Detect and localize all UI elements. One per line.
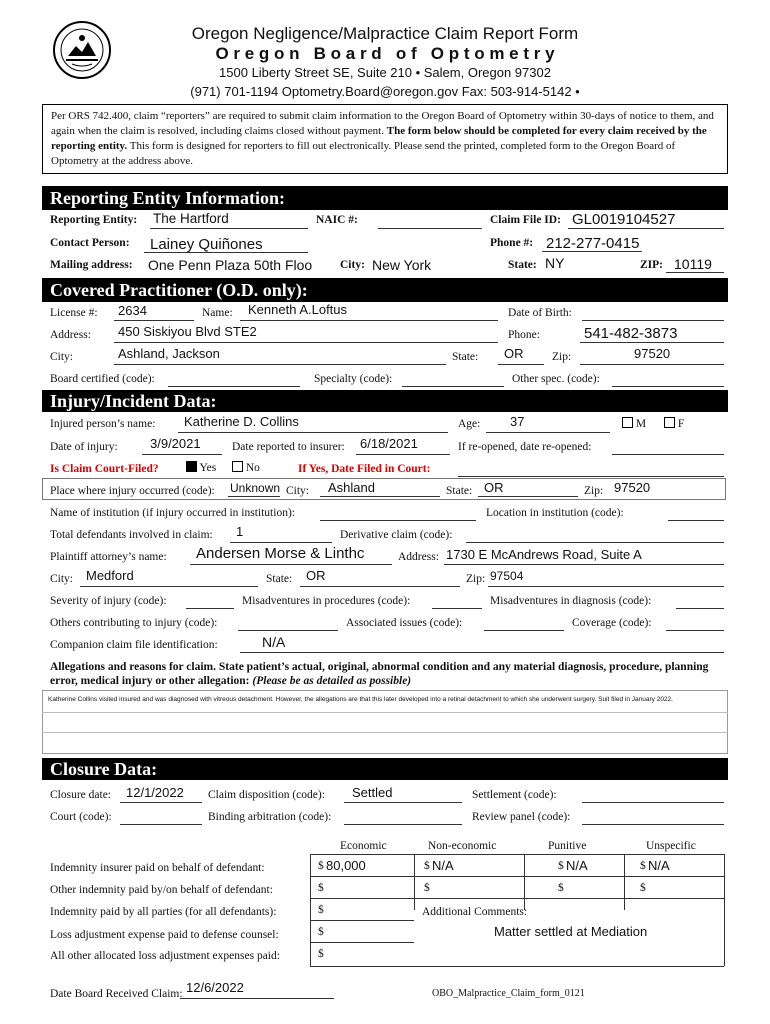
age-field[interactable]: 37 <box>510 414 525 429</box>
row2-unspec-dollar[interactable]: $ <box>640 882 646 894</box>
phone-field[interactable]: 212-277-0415 <box>546 235 640 252</box>
reporting-entity-field[interactable]: The Hartford <box>153 211 229 226</box>
instructions-bold: The form below should be completed for every claim received by the reporting entity. <box>51 125 707 152</box>
row4-econ-dollar[interactable]: $ <box>318 926 324 938</box>
row1-economic[interactable]: 80,000 <box>326 858 366 873</box>
closure-heading: Closure Data: <box>42 758 728 780</box>
reporting-entity-heading: Reporting Entity Information: <box>42 186 728 210</box>
instructions-text-2: This form is designed for reporters to fill out electronically. Please send the printed, completed form to the Oregon Board of Optometry at the address above. <box>51 140 676 167</box>
row4-label: Loss adjustment expense paid to defense counsel: <box>50 929 279 941</box>
other-spec-label: Other spec. (code): <box>512 373 600 385</box>
derivative-label: Derivative claim (code): <box>340 529 453 541</box>
instructions-box <box>42 104 728 174</box>
board-address: 1500 Liberty Street SE, Suite 210 • Salem, Oregon 97302 <box>219 65 551 80</box>
specialty-field[interactable] <box>402 386 504 387</box>
attorney-zip-label: Zip: <box>466 573 486 585</box>
attorney-state-field[interactable]: OR <box>306 568 326 583</box>
injury-state-label: State: <box>446 485 473 497</box>
dob-label: Date of Birth: <box>508 307 572 319</box>
female-checkbox[interactable] <box>664 417 675 428</box>
coverage-field[interactable] <box>666 630 724 631</box>
practitioner-zip-field[interactable]: 97520 <box>634 346 671 361</box>
date-injury-label: Date of injury: <box>50 441 118 453</box>
location-label: Location in institution (code): <box>486 507 624 519</box>
practitioner-name-field[interactable]: Kenneth A.Loftus <box>248 302 348 317</box>
received-field[interactable]: 12/6/2022 <box>186 980 244 995</box>
row1-unspec-dollar: $ <box>640 860 646 872</box>
city-field[interactable]: New York <box>372 257 432 273</box>
zip-field[interactable]: 10119 <box>674 256 712 272</box>
yes-checkbox[interactable] <box>186 461 197 472</box>
received-label: Date Board Received Claim: <box>50 988 183 1000</box>
female-label: F <box>677 418 685 430</box>
date-reported-field[interactable]: 6/18/2021 <box>360 436 418 451</box>
disposition-label: Claim disposition (code): <box>208 789 325 801</box>
dob-field[interactable] <box>582 320 724 321</box>
court-filed-label: Is Claim Court-Filed? <box>50 463 159 475</box>
practitioner-city-field[interactable]: Ashland, Jackson <box>118 346 220 361</box>
injury-zip-field[interactable]: 97520 <box>614 480 651 495</box>
date-filed-field[interactable] <box>458 476 724 477</box>
allegations-heading: Allegations and reasons for claim. State patient’s actual, original, abnormal condition and any material diagnosis, procedure, planning error, medical injury or other allegation: <box>50 661 709 687</box>
associated-field[interactable] <box>484 630 564 631</box>
mis-diagnosis-field[interactable] <box>676 608 724 609</box>
date-injury-field[interactable]: 3/9/2021 <box>150 436 201 451</box>
companion-label: Companion claim file identification: <box>50 639 218 651</box>
col-noneconomic: Non-economic <box>428 840 497 852</box>
row1-label: Indemnity insurer paid on behalf of defendant: <box>50 862 265 874</box>
form-title: Oregon Negligence/Malpractice Claim Report Form <box>191 24 579 43</box>
practitioner-phone-field[interactable]: 541-482-3873 <box>584 325 678 342</box>
claim-file-label: Claim File ID: <box>490 214 561 226</box>
license-label: License #: <box>50 307 98 319</box>
court-filed-no[interactable] <box>232 461 260 474</box>
attorney-address-field[interactable]: 1730 E McAndrews Road, Suite A <box>446 547 642 562</box>
row1-punitive-dollar: $ <box>558 860 564 872</box>
naic-label: NAIC #: <box>316 214 358 226</box>
allegations-hint: (Please be as detailed as possible) <box>249 675 412 687</box>
practitioner-zip-label: Zip: <box>552 351 572 363</box>
disposition-field[interactable]: Settled <box>352 785 393 800</box>
male-checkbox[interactable] <box>622 417 633 428</box>
row1-unspecific[interactable]: N/A <box>648 858 670 873</box>
specialty-label: Specialty (code): <box>314 373 393 385</box>
row2-punitive-dollar[interactable]: $ <box>558 882 564 894</box>
place-label: Place where injury occurred (code): <box>50 485 215 497</box>
date-filed-label: If Yes, Date Filed in Court: <box>298 463 431 475</box>
injury-heading: Injury/Incident Data: <box>42 390 728 412</box>
gender-f[interactable] <box>664 417 684 430</box>
court-code-field[interactable] <box>120 824 202 825</box>
review-field[interactable] <box>582 824 724 825</box>
institution-label: Name of institution (if injury occurred in institution): <box>50 507 295 519</box>
col-unspecific: Unspecific <box>646 840 696 852</box>
attorney-zip-field[interactable]: 97504 <box>490 569 524 583</box>
allegations-label <box>50 660 722 688</box>
derivative-field[interactable] <box>466 542 724 543</box>
city-label: City: <box>340 259 365 271</box>
zip-label: ZIP: <box>640 259 663 271</box>
naic-field[interactable] <box>378 228 482 229</box>
date-reported-label: Date reported to insurer: <box>232 441 345 453</box>
others-contributing-field[interactable] <box>238 630 338 631</box>
place-field[interactable]: Unknown <box>230 481 281 495</box>
license-field[interactable]: 2634 <box>118 303 147 318</box>
instructions-text: Per ORS 742.400, claim “reporters” are required to submit claim information to the Oregon Board of Optometry within 30-days of notice to them, and again when the claim is resolved, including claims closed without payment. <box>51 110 714 137</box>
row1-noneconomic[interactable]: N/A <box>432 858 454 873</box>
row5-econ-dollar[interactable]: $ <box>318 948 324 960</box>
state-field[interactable]: NY <box>545 255 565 271</box>
form-id: OBO_Malpractice_Claim_form_0121 <box>432 988 585 999</box>
board-certified-label: Board certified (code): <box>50 373 155 385</box>
injury-city-field[interactable]: Ashland <box>328 480 375 495</box>
address-label: Address: <box>50 329 91 341</box>
binding-field[interactable] <box>344 824 462 825</box>
attorney-state-label: State: <box>266 573 293 585</box>
mailing-address-field[interactable]: One Penn Plaza 50th Floo <box>148 257 313 273</box>
companion-field[interactable]: N/A <box>262 634 286 650</box>
yes-label: Yes <box>199 462 217 474</box>
board-contact: (971) 701-1194 Optometry.Board@oregon.gov Fax: 503-914-5142 • <box>190 84 580 99</box>
practitioner-name-label: Name: <box>202 307 233 319</box>
settlement-label: Settlement (code): <box>472 789 557 801</box>
attorney-field[interactable]: Andersen Morse & Linthc <box>196 545 365 562</box>
row2-nonecon-dollar[interactable]: $ <box>424 882 430 894</box>
row2-label: Other indemnity paid by/on behalf of defendant: <box>50 884 273 896</box>
mailing-address-label: Mailing address: <box>50 259 133 271</box>
attorney-city-label: City: <box>50 573 74 585</box>
injury-zip-label: Zip: <box>584 485 604 497</box>
row1-nonecon-dollar: $ <box>424 860 430 872</box>
location-field[interactable] <box>668 520 724 521</box>
row1-econ-dollar: $ <box>318 860 324 872</box>
reopened-label: If re-opened, date re-opened: <box>458 441 592 453</box>
mis-procedures-field[interactable] <box>432 608 482 609</box>
practitioner-state-label: State: <box>452 351 479 363</box>
gender-m[interactable] <box>622 417 646 430</box>
binding-label: Binding arbitration (code): <box>208 811 332 823</box>
comments-field[interactable]: Matter settled at Mediation <box>494 924 648 939</box>
mis-diagnosis-label: Misadventures in diagnosis (code): <box>490 595 652 607</box>
coverage-label: Coverage (code): <box>572 617 652 629</box>
state-label: State: <box>508 259 537 271</box>
claim-file-field[interactable]: GL0019104527 <box>572 211 676 228</box>
board-name: O r e g o n B o a r d o f O p t o m e t r y <box>215 44 555 63</box>
board-certified-field[interactable] <box>168 386 300 387</box>
closure-date-label: Closure date: <box>50 789 111 801</box>
defendants-field[interactable]: 1 <box>236 524 244 539</box>
male-label: M <box>635 418 647 430</box>
court-filed-yes[interactable] <box>186 461 216 474</box>
attorney-address-label: Address: <box>398 551 439 563</box>
injured-person-label: Injured person’s name: <box>50 418 156 430</box>
practitioner-phone-label: Phone: <box>508 329 540 341</box>
defendants-label: Total defendants involved in claim: <box>50 529 213 541</box>
attorney-label: Plaintiff attorney’s name: <box>50 551 167 563</box>
row1-punitive[interactable]: N/A <box>566 858 588 873</box>
associated-label: Associated issues (code): <box>346 617 463 629</box>
comments-label: Additional Comments: <box>422 906 528 918</box>
institution-field[interactable] <box>320 520 476 521</box>
row3-label: Indemnity paid by all parties (for all defendants): <box>50 906 277 918</box>
no-label: No <box>245 462 260 474</box>
no-checkbox[interactable] <box>232 461 243 472</box>
row3-econ-dollar[interactable]: $ <box>318 904 324 916</box>
age-label: Age: <box>458 418 481 430</box>
row5-label: All other allocated loss adjustment expenses paid: <box>50 950 280 962</box>
mis-procedures-label: Misadventures in procedures (code): <box>242 595 411 607</box>
reporting-entity-label: Reporting Entity: <box>50 214 138 226</box>
contact-person-label: Contact Person: <box>50 237 130 249</box>
injured-person-field[interactable]: Katherine D. Collins <box>184 414 299 429</box>
review-label: Review panel (code): <box>472 811 571 823</box>
injury-city-label: City: <box>286 485 310 497</box>
court-code-label: Court (code): <box>50 811 112 823</box>
contact-person-field[interactable]: Lainey Quiñones <box>150 236 263 253</box>
severity-label: Severity of injury (code): <box>50 595 167 607</box>
practitioner-city-label: City: <box>50 351 74 363</box>
col-punitive: Punitive <box>548 840 587 852</box>
row2-econ-dollar[interactable]: $ <box>318 882 324 894</box>
reopened-field[interactable] <box>612 454 724 455</box>
col-economic: Economic <box>340 840 387 852</box>
injury-state-field[interactable]: OR <box>484 480 504 495</box>
attorney-city-field[interactable]: Medford <box>86 568 134 583</box>
settlement-field[interactable] <box>582 802 724 803</box>
practitioner-heading: Covered Practitioner (O.D. only): <box>42 278 728 302</box>
severity-field[interactable] <box>186 608 234 609</box>
allegations-text[interactable]: Katherine Collins visited insured and was diagnosed with vitreous detachment. However, the allegations are that this later developed into a retinal detachment to which she underwent surgery. Suit filed in January 2022. <box>48 696 673 703</box>
address-field[interactable]: 450 Siskiyou Blvd STE2 <box>118 324 257 339</box>
other-spec-field[interactable] <box>612 386 724 387</box>
others-contributing-label: Others contributing to injury (code): <box>50 617 218 629</box>
closure-date-field[interactable]: 12/1/2022 <box>126 785 184 800</box>
practitioner-state-field[interactable]: OR <box>504 346 524 361</box>
phone-label: Phone #: <box>490 237 534 249</box>
